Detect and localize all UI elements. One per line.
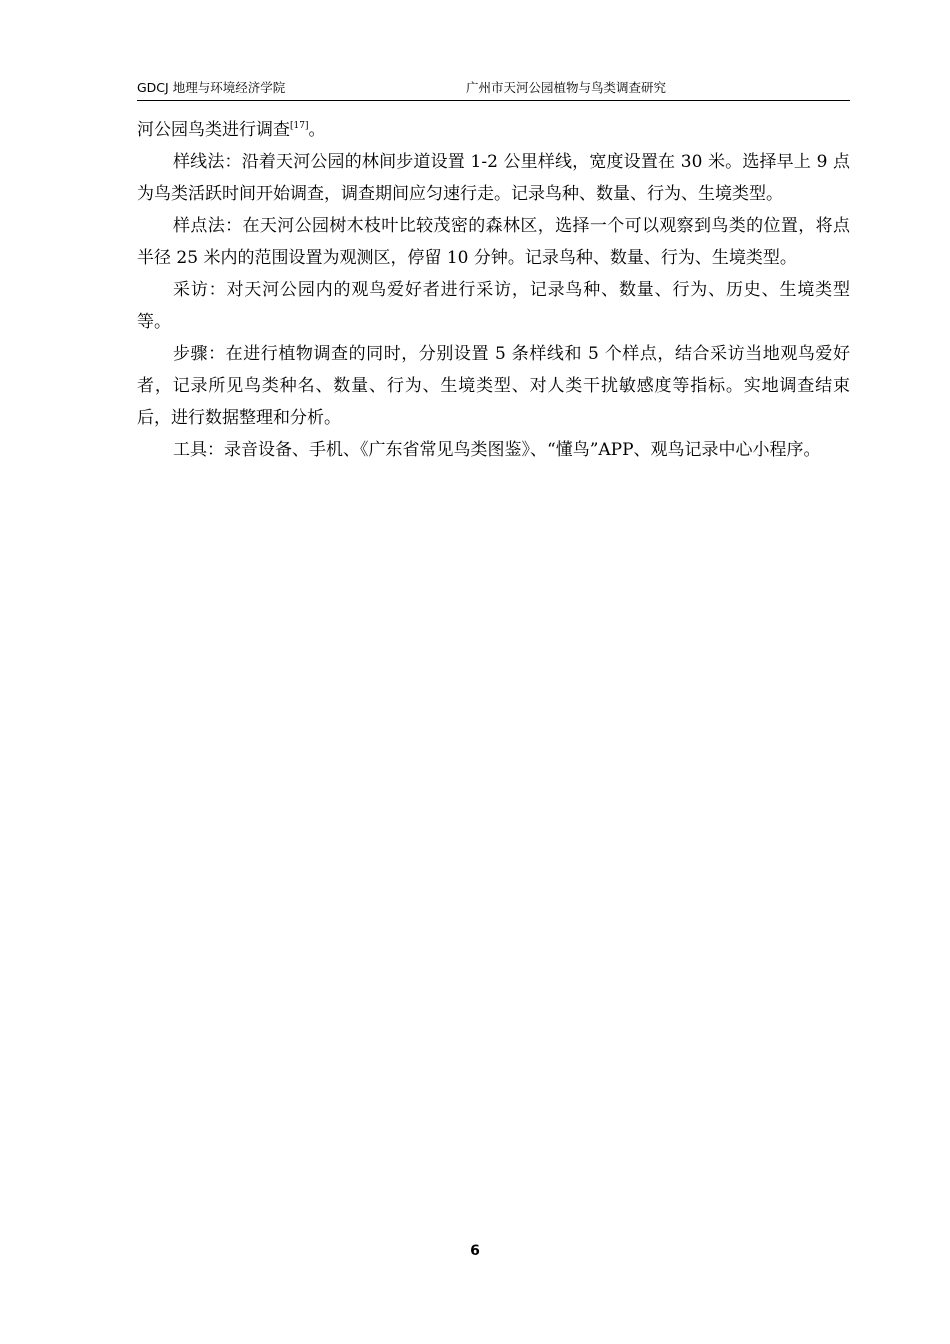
intro-paragraph [137,114,850,146]
paragraph-steps: 步骤：在进行植物调查的同时，分别设置 5 条样线和 5 个样点，结合采访当地观鸟爱好者，记录所见鸟类种名、数量、行为、生境类型、对人类干扰敏感度等指标。实地调查结束后，进行数据整理和分析。 [137,344,850,428]
paragraph-interview: 采访：对天河公园内的观鸟爱好者进行采访，记录鸟种、数量、行为、历史、生境类型等。 [137,280,850,332]
header-divider [137,100,850,101]
header-title: 广州市天河公园植物与鸟类调查研究 [466,80,667,95]
intro-end: 。 [308,120,326,140]
running-header [137,78,850,98]
intro-text: 河公园鸟类进行调查 [137,120,290,140]
body-text [137,114,850,466]
header-institution: GDCJ 地理与环境经济学院 [137,80,286,95]
paragraph-point-method: 样点法：在天河公园树木枝叶比较茂密的森林区，选择一个可以观察到鸟类的位置，将点半径 25 米内的范围设置为观测区，停留 10 分钟。记录鸟种、数量、行为、生境类型。 [137,216,850,268]
page-number: 6 [470,1243,480,1259]
paragraph-transect-method: 样线法：沿着天河公园的林间步道设置 1-2 公里样线，宽度设置在 30 米。选择早上 9 点为鸟类活跃时间开始调查，调查期间应匀速行走。记录鸟种、数量、行为、生境类型。 [137,152,850,204]
citation-reference: [17] [290,121,309,131]
paragraph-tools: 工具：录音设备、手机、《广东省常见鸟类图鉴》、“懂鸟”APP、观鸟记录中心小程序。 [173,440,821,460]
